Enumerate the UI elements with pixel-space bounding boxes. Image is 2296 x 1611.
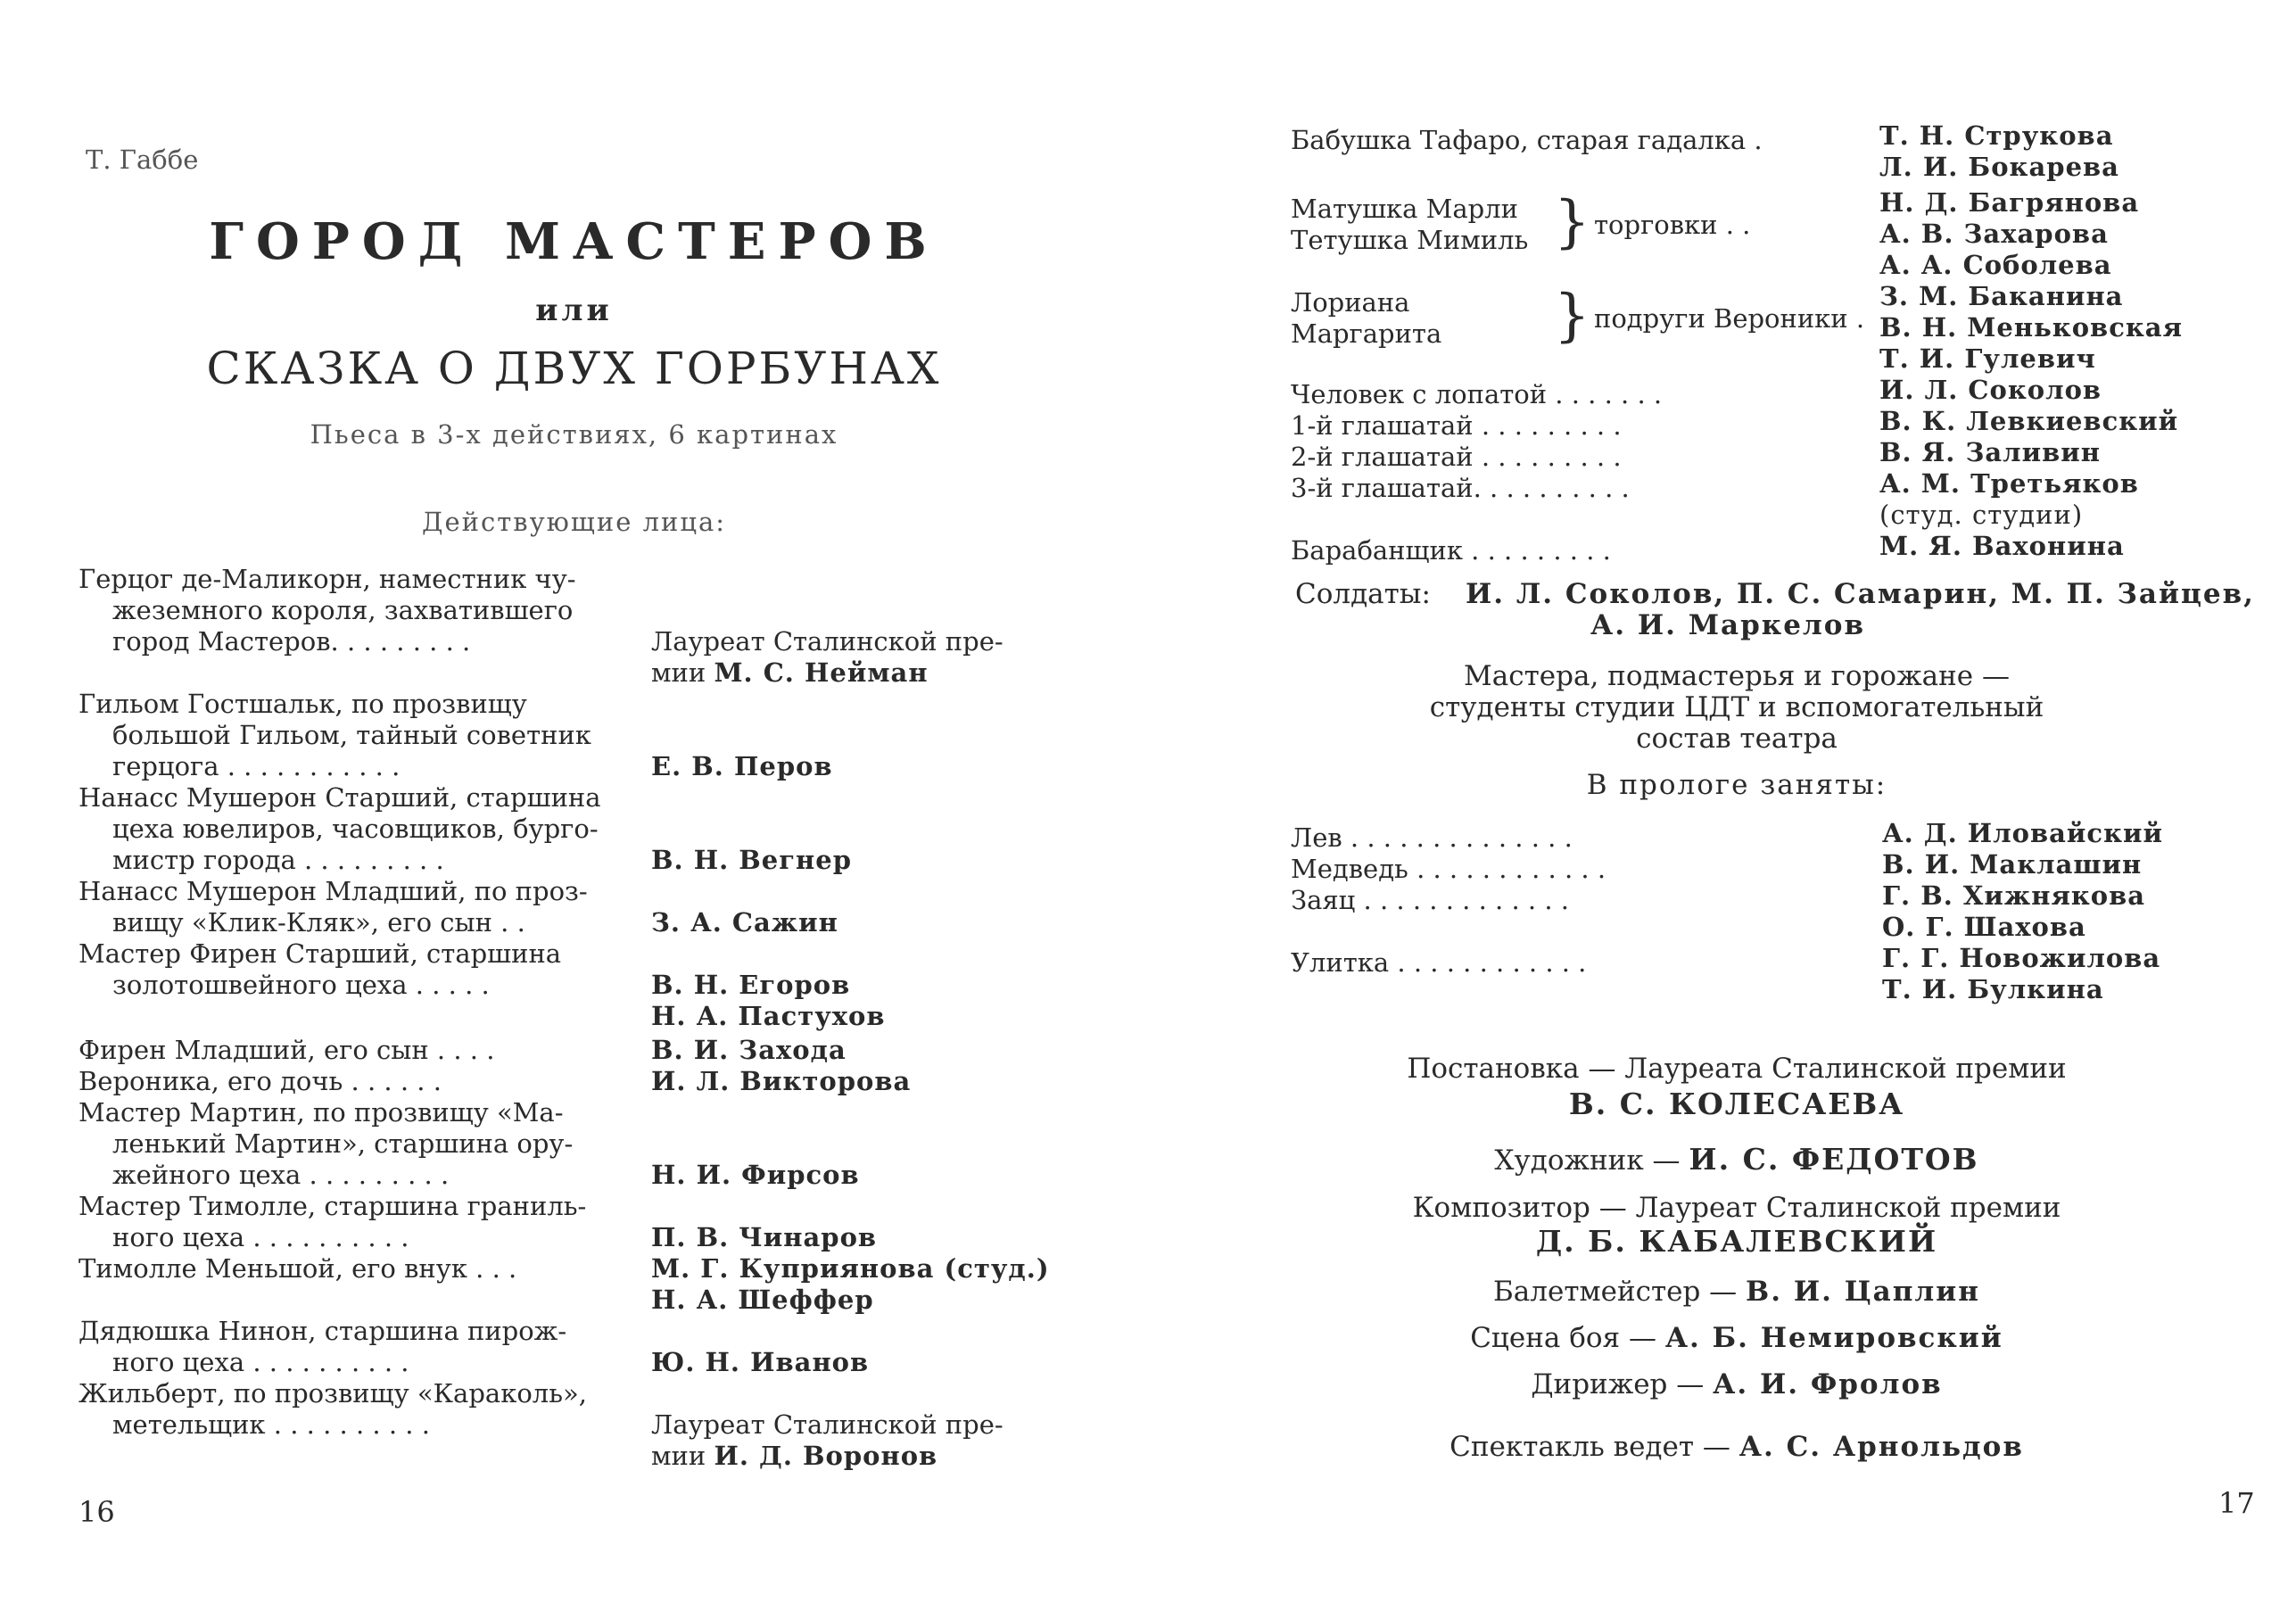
cast-role: Бабушка Тафаро, старая гадалка . — [1291, 125, 1763, 155]
manager-label: Спектакль ведет — — [1449, 1431, 1730, 1463]
group-brace: } — [1554, 283, 1590, 349]
cast-actor-line: В. К. Левкиевский — [1879, 406, 2179, 436]
cast-actor-line: Ю. Н. Иванов — [651, 1347, 870, 1377]
cast-actor-line: мии И. Д. Воронов — [651, 1441, 938, 1471]
cast-actor-line: Л. И. Бокарева — [1879, 152, 2119, 182]
prologue-heading: В прологе заняты: — [1586, 769, 1887, 801]
cast-group-label: торговки . . — [1594, 210, 1751, 240]
cast-actor-line: Н. А. Шеффер — [651, 1285, 874, 1315]
subtitle: Пьеса в 3-х действиях, 6 картинах — [310, 419, 838, 450]
cast-actor-line: А. В. Захарова — [1879, 219, 2109, 249]
author: Т. Габбе — [86, 145, 199, 175]
cast-actor — [651, 626, 1003, 689]
cast-group-label: подруги Вероники . — [1594, 303, 1865, 334]
cast-role: 1-й глашатай . . . . . . . . . — [1291, 410, 1622, 441]
masters-line-1: Мастера, подмастерья и горожане — — [1464, 660, 2010, 692]
ballet-credit — [1291, 1276, 2183, 1308]
cast-actor-line: Н. А. Пастухов — [651, 1001, 886, 1031]
cast-actor — [651, 1222, 877, 1253]
cast-group-member: Тетушка Мимиль — [1291, 225, 1529, 255]
cast-role — [78, 1191, 586, 1253]
cast-actor — [651, 845, 852, 876]
prologue-actor — [1882, 818, 2163, 849]
fight-label: Сцена боя — — [1470, 1322, 1656, 1354]
cast-actor-line: В. Я. Заливин — [1879, 437, 2102, 467]
cast-actor-line: Лауреат Сталинской пре- — [651, 1409, 1003, 1440]
cast-actor — [651, 1035, 847, 1066]
cast-role-line: Дядюшка Нинон, старшина пирож- — [78, 1316, 567, 1346]
artist-credit — [1291, 1142, 2183, 1177]
cast-actor — [651, 1066, 911, 1097]
cast-role — [78, 1035, 494, 1066]
title-or: или — [535, 293, 613, 328]
cast-role-line: метельщик . . . . . . . . . . — [112, 1409, 430, 1440]
cast-role — [78, 1097, 573, 1191]
cast-group-member: Матушка Марли — [1291, 194, 1518, 224]
cast-actor-line: И. Л. Соколов — [1879, 375, 2102, 405]
cast-actor — [651, 1409, 1003, 1472]
cast-role — [78, 938, 561, 1001]
cast-role: Человек с лопатой . . . . . . . — [1291, 379, 1663, 409]
cast-actor-line: З. А. Сажин — [651, 907, 838, 938]
cast-role-line: Фирен Младший, его сын . . . . — [78, 1035, 495, 1065]
cast-role-line: жеземного короля, захватившего — [112, 595, 574, 625]
cast-role — [78, 1066, 442, 1097]
cast-role-line: вищу «Клик-Кляк», его сын . . — [112, 907, 525, 938]
cast-actor-line: П. В. Чинаров — [651, 1222, 878, 1252]
cast-actor — [651, 907, 838, 938]
cast-actor-line: Н. Д. Багрянова — [1879, 187, 2140, 218]
masters-line-2: студенты студии ЦДТ и вспомогательный — [1429, 691, 2044, 723]
cast-actor-line: М. Я. Вахонина — [1879, 531, 2125, 561]
prologue-actor-line: Г. Г. Новожилова — [1882, 943, 2161, 973]
prologue-actor-line: О. Г. Шахова — [1882, 912, 2086, 942]
page-number-left: 16 — [78, 1495, 115, 1529]
cast-role: 2-й глашатай . . . . . . . . . — [1291, 442, 1622, 472]
cast-role: Барабанщик . . . . . . . . . — [1291, 535, 1611, 566]
prologue-actor — [1882, 849, 2142, 880]
cast-actor-line: (студ. студии) — [1879, 500, 2084, 530]
cast-role-line: золотошвейного цеха . . . . . — [112, 970, 490, 1000]
page-number-right: 17 — [2218, 1486, 2255, 1520]
prologue-actor — [1882, 880, 2145, 943]
cast-actor-line: В. Н. Меньковская — [1879, 312, 2184, 343]
cast-role-line: ленький Мартин», старшина ору- — [112, 1128, 574, 1159]
cast-actor — [1879, 437, 2101, 468]
title-main: ГОРОД МАСТЕРОВ — [209, 212, 939, 271]
cast-actor-line: В. Н. Вегнер — [651, 845, 852, 875]
cast-role-line: ного цеха . . . . . . . . . . — [112, 1347, 409, 1377]
prologue-actor-line: Г. В. Хижнякова — [1882, 880, 2146, 911]
cast-actor-line: А. А. Соболева — [1879, 250, 2112, 280]
cast-role-line: Мастер Тимолле, старшина граниль- — [78, 1191, 587, 1221]
cast-role-line: Тимолле Меньшой, его внук . . . — [78, 1253, 517, 1284]
cast-actor — [651, 751, 833, 782]
cast-actor — [1879, 531, 2125, 562]
cast-actor — [1879, 281, 2183, 375]
cast-role-line: Нанасс Мушерон Младший, по проз- — [78, 876, 588, 906]
prologue-role: Улитка . . . . . . . . . . . . — [1291, 947, 1587, 978]
cast-role-line: город Мастеров. . . . . . . . . — [112, 626, 471, 657]
staging-name: В. С. КОЛЕСАЕВА — [1568, 1086, 1905, 1121]
cast-role-line: Гильом Гостшальк, по прозвищу — [78, 689, 527, 719]
fight-name: А. Б. Немировский — [1664, 1322, 2003, 1354]
cast-role-line: Мастер Фирен Старший, старшина — [78, 938, 562, 969]
cast-heading: Действующие лица: — [421, 507, 727, 537]
cast-actor-line: И. Л. Викторова — [651, 1066, 912, 1096]
cast-actor — [651, 1160, 860, 1191]
composer-name: Д. Б. КАБАЛЕВСКИЙ — [1535, 1224, 1938, 1259]
title-sub: СКАЗКА О ДВУХ ГОРБУНАХ — [206, 343, 942, 394]
cast-actor-line: мии М. С. Нейман — [651, 657, 929, 688]
artist-name: И. С. ФЕДОТОВ — [1689, 1142, 1979, 1177]
cast-actor — [1879, 120, 2119, 183]
prologue-actor-line: А. Д. Иловайский — [1882, 818, 2164, 848]
manager-credit — [1291, 1431, 2183, 1463]
cast-role — [78, 876, 588, 938]
prologue-actor — [1882, 943, 2160, 1005]
cast-actor-line: Т. Н. Струкова — [1879, 120, 2114, 151]
cast-actor-line: А. М. Третьяков — [1879, 468, 2139, 499]
cast-role-line: Жильберт, по прозвищу «Караколь», — [78, 1378, 587, 1409]
cast-role-line: ного цеха . . . . . . . . . . — [112, 1222, 409, 1252]
soldiers-line-1: И. Л. Соколов, П. С. Самарин, М. П. Зайцев, — [1466, 578, 2255, 610]
cast-actor — [651, 1253, 1050, 1316]
masters-line-3: состав театра — [1636, 723, 1838, 755]
cast-actor — [651, 970, 886, 1032]
prologue-actor-line: Т. И. Булкина — [1882, 974, 2104, 1004]
cast-actor-line: В. Н. Егоров — [651, 970, 851, 1000]
prologue-actor-line: В. И. Маклашин — [1882, 849, 2143, 880]
cast-group — [1291, 287, 1441, 350]
manager-name: А. С. Арнольдов — [1739, 1431, 2024, 1463]
cast-role-line: цеха ювелиров, часовщиков, бурго- — [112, 814, 599, 844]
cast-actor-line: Лауреат Сталинской пре- — [651, 626, 1003, 657]
prologue-role: Заяц . . . . . . . . . . . . . — [1291, 885, 1569, 915]
composer-label: Композитор — Лауреат Сталинской премии — [1412, 1192, 2061, 1224]
cast-actor — [651, 1347, 869, 1378]
cast-group-member: Маргарита — [1291, 318, 1442, 349]
cast-role-line: Герцог де-Маликорн, наместник чу- — [78, 564, 576, 594]
cast-role — [78, 782, 601, 876]
cast-actor-line: Т. И. Гулевич — [1879, 343, 2096, 374]
cast-actor-line: Н. И. Фирсов — [651, 1160, 860, 1190]
conductor-label: Дирижер — — [1531, 1368, 1705, 1400]
cast-role-line: Мастер Мартин, по прозвищу «Ма- — [78, 1097, 564, 1128]
cast-role-line: большой Гильом, тайный советник — [112, 720, 591, 750]
cast-actor — [1879, 406, 2178, 437]
ballet-name: В. И. Цаплин — [1746, 1276, 1980, 1308]
cast-role-line: Нанасс Мушерон Старший, старшина — [78, 782, 601, 813]
cast-actor — [1879, 187, 2139, 281]
group-brace: } — [1554, 189, 1590, 255]
artist-label: Художник — — [1494, 1144, 1681, 1177]
soldiers-line-2: А. И. Маркелов — [1590, 609, 1865, 641]
cast-role: 3-й глашатай. . . . . . . . . . — [1291, 473, 1630, 503]
staging-label: Постановка — Лауреата Сталинской премии — [1407, 1053, 2067, 1085]
prologue-role: Медведь . . . . . . . . . . . . — [1291, 854, 1606, 884]
right-page — [1148, 0, 2296, 1611]
cast-role-line: жейного цеха . . . . . . . . . — [112, 1160, 450, 1190]
cast-role-line: герцога . . . . . . . . . . . — [112, 751, 401, 781]
cast-role-line: Вероника, его дочь . . . . . . — [78, 1066, 442, 1096]
conductor-credit — [1291, 1368, 2183, 1400]
cast-role — [78, 1316, 566, 1378]
cast-actor — [1879, 468, 2139, 531]
cast-role-line: мистр города . . . . . . . . . — [112, 845, 444, 875]
cast-actor-line: В. И. Захода — [651, 1035, 847, 1065]
cast-role — [78, 689, 591, 782]
cast-role — [78, 1253, 516, 1285]
ballet-label: Балетмейстер — — [1493, 1276, 1738, 1308]
fight-credit — [1291, 1322, 2183, 1354]
cast-actor-line: З. М. Баканина — [1879, 281, 2124, 311]
cast-role — [78, 1378, 587, 1441]
cast-group — [1291, 194, 1528, 256]
cast-actor — [1879, 375, 2102, 406]
cast-group-member: Лориана — [1291, 287, 1410, 318]
cast-actor-line: Е. В. Перов — [651, 751, 833, 781]
conductor-name: А. И. Фролов — [1713, 1368, 1943, 1400]
soldiers-label: Солдаты: — [1295, 578, 1431, 610]
prologue-role: Лев . . . . . . . . . . . . . . — [1291, 822, 1573, 853]
cast-role — [78, 564, 576, 657]
cast-actor-line: М. Г. Куприянова (студ.) — [651, 1253, 1050, 1284]
